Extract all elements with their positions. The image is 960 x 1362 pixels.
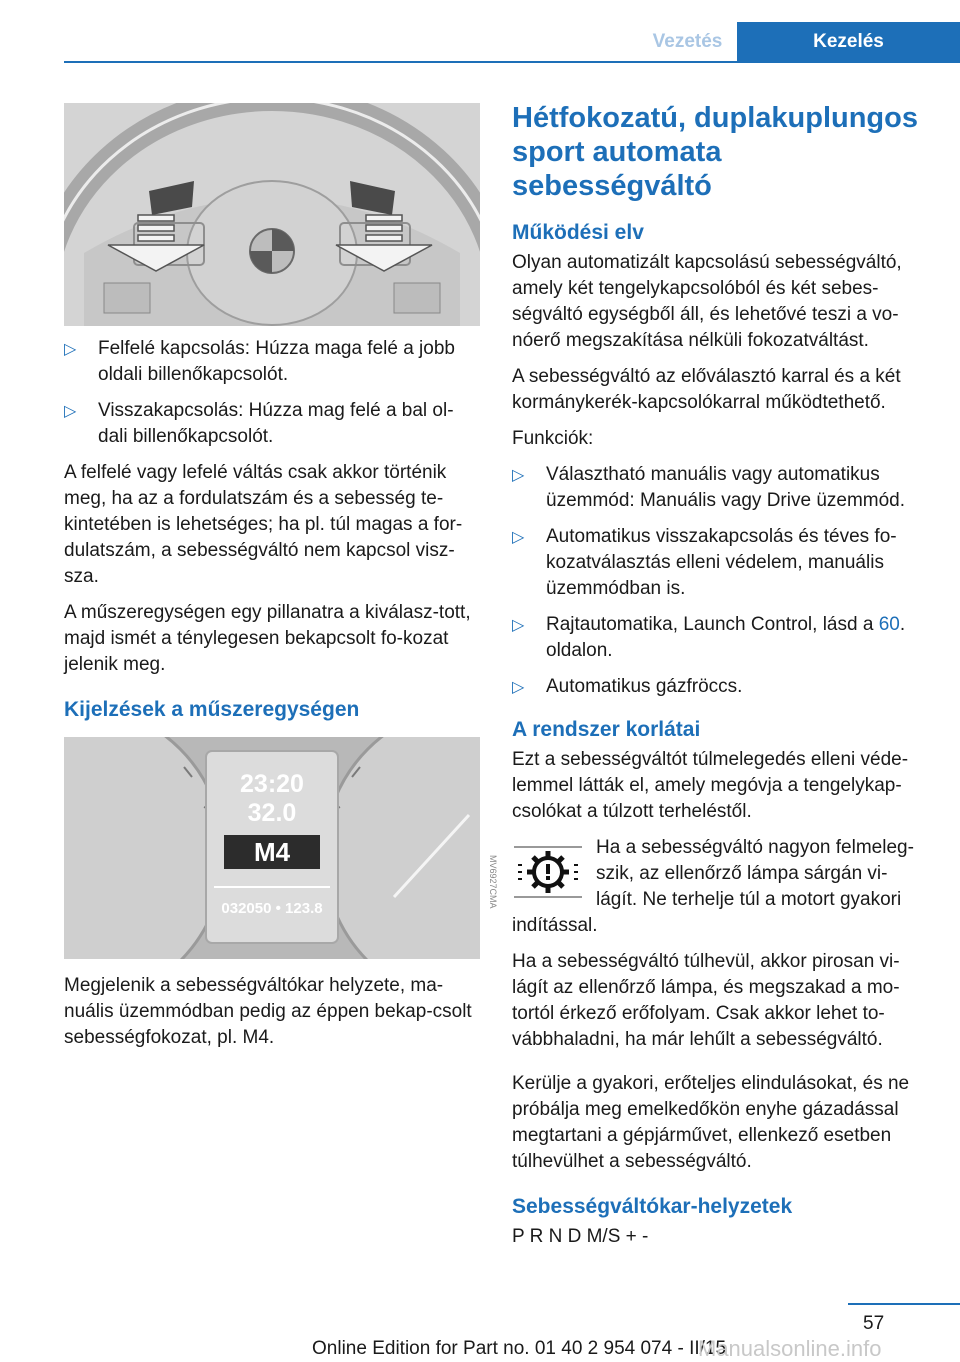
bullet-text: Visszakapcsolás: Húzza mag felé a bal ol‐dali billenőkapcsolót.	[98, 400, 454, 447]
bullet-text: Rajtautomatika, Launch Control, lásd a	[546, 614, 879, 635]
section-title: Hétfokozatú, duplakuplungos sport automata sebességváltó	[512, 102, 918, 202]
instrument-cluster-illustration	[64, 737, 480, 959]
heading-principle: Működési elv	[512, 221, 644, 244]
heading-positions: Sebességváltókar-helyzetek	[512, 1195, 793, 1218]
right-column	[512, 103, 928, 1260]
cluster-time: 23:20	[240, 770, 304, 798]
tab-vezetes[interactable]	[638, 22, 737, 61]
left-column	[64, 103, 498, 1061]
bullet-text: Automatikus visszakapcsolás és téves fo‐kozatválasztás elleni védelem, manuális üzemmódban is.	[546, 526, 897, 599]
heading-cluster-indicators: Kijelzések a műszeregységen	[64, 698, 360, 721]
list-item-upshift	[64, 336, 480, 388]
bullet-text: Felfelé kapcsolás: Húzza maga felé a jobb oldali billenőkapcsolót.	[98, 338, 455, 385]
tab-vezetes-label: Vezetés	[652, 30, 723, 52]
list-item-protection	[512, 524, 928, 602]
paragraph-principle: Olyan automatizált kapcsolású sebességváltó, amely két tengelykapcsolóból és két sebes‐ségváltó egységből áll, és lehetővé teszi a vo‐nóerő megszakítása nélküli fokozatváltást.	[512, 252, 902, 351]
image-code-text: MV6927CMA	[488, 855, 498, 909]
triangle-bullet-icon: ▷	[64, 341, 77, 358]
tab-kezeles[interactable]	[737, 22, 960, 61]
paragraph-limits: Ezt a sebességváltót túlmelegedés elleni véde‐lemmel látták el, amely megóvja a tengelykap‐csolókat a túlzott terheléstől.	[512, 749, 909, 822]
triangle-bullet-icon: ▷	[512, 679, 525, 696]
page-number: 57	[863, 1313, 885, 1334]
list-item-throttle-blip	[512, 674, 928, 700]
heading-limits: A rendszer korlátai	[512, 718, 701, 741]
footer-rule	[848, 1303, 960, 1305]
cluster-gear: M4	[253, 837, 291, 867]
tab-kezeles-label: Kezelés	[813, 30, 884, 52]
triangle-bullet-icon: ▷	[64, 403, 77, 420]
list-item-launch-control	[512, 612, 928, 664]
paragraph-positions: P R N D M/S + -	[512, 1226, 649, 1247]
bullet-text-suffix: . oldalon.	[546, 614, 906, 661]
transmission-warning-icon	[512, 835, 584, 899]
cluster-odometer: 032050 • 123.8	[221, 900, 323, 917]
paragraph-overheat: Ha a sebességváltó túlhevül, akkor pirosan vi‐lágít az ellenőrző lámpa, és megszakad a mo‐tortól érkező erőfolyam. Csak akkor lehet to‐vábbhaladni, ha már lehűlt a sebességváltó.	[512, 951, 900, 1050]
paragraph-cluster-display: A műszeregységen egy pillanatra a kiválasz‐tott, majd ismét a ténylegesen bekapcsolt fo‐kozat jelenik meg.	[64, 602, 471, 675]
image-code	[486, 855, 500, 945]
triangle-bullet-icon: ▷	[512, 529, 525, 546]
cluster-temperature: 32.0	[247, 799, 297, 827]
watermark: Manualsonline.info	[698, 1336, 882, 1361]
steering-wheel-illustration	[64, 103, 480, 326]
paragraph-avoid: Kerülje a gyakori, erőteljes elindulásokat, és ne próbálja meg emelkedőkön enyhe gázadással megtartani a gépjárművet, ellenkező esetben túlhevülhet a sebességváltó.	[512, 1073, 910, 1172]
list-item-mode	[512, 462, 928, 514]
triangle-bullet-icon: ▷	[512, 467, 525, 484]
triangle-bullet-icon: ▷	[512, 617, 525, 634]
paragraph-shift-conditions: A felfelé vagy lefelé váltás csak akkor történik meg, ha az a fordulatszám és a sebesség te‐kintetében is lehetséges; ha pl. túl magas a for‐dulatszám, a sebességváltó nem kapcsol visz‐sza.	[64, 462, 463, 587]
header-rule	[64, 61, 960, 63]
paragraph-functions-label: Funkciók:	[512, 428, 594, 449]
bullet-text: Automatikus gázfröccs.	[546, 676, 743, 697]
bullet-text: Választható manuális vagy automatikus üzemmód: Manuális vagy Drive üzemmód.	[546, 464, 906, 511]
paragraph-operation: A sebességváltó az előválasztó karral és a két kormánykerék-kapcsolókarral működtethető.	[512, 366, 901, 413]
warning-note	[512, 835, 928, 913]
list-item-downshift	[64, 398, 480, 450]
paragraph-gear-position: Megjelenik a sebességváltókar helyzete, ma‐nuális üzemmódban pedig az éppen bekap‐csolt sebességfokozat, pl. M4.	[64, 975, 472, 1048]
warning-text: Ha a sebességváltó nagyon felmeleg‐szik, az ellenőrző lámpa sárgán vi‐lágít. Ne terhelje túl a motort gyakori	[596, 837, 914, 910]
warning-text-tail: indítással.	[512, 915, 598, 936]
edition-text: Online Edition for Part no. 01 40 2 954 074 - II/15	[312, 1338, 727, 1359]
page-link-60[interactable]: 60	[878, 614, 900, 635]
